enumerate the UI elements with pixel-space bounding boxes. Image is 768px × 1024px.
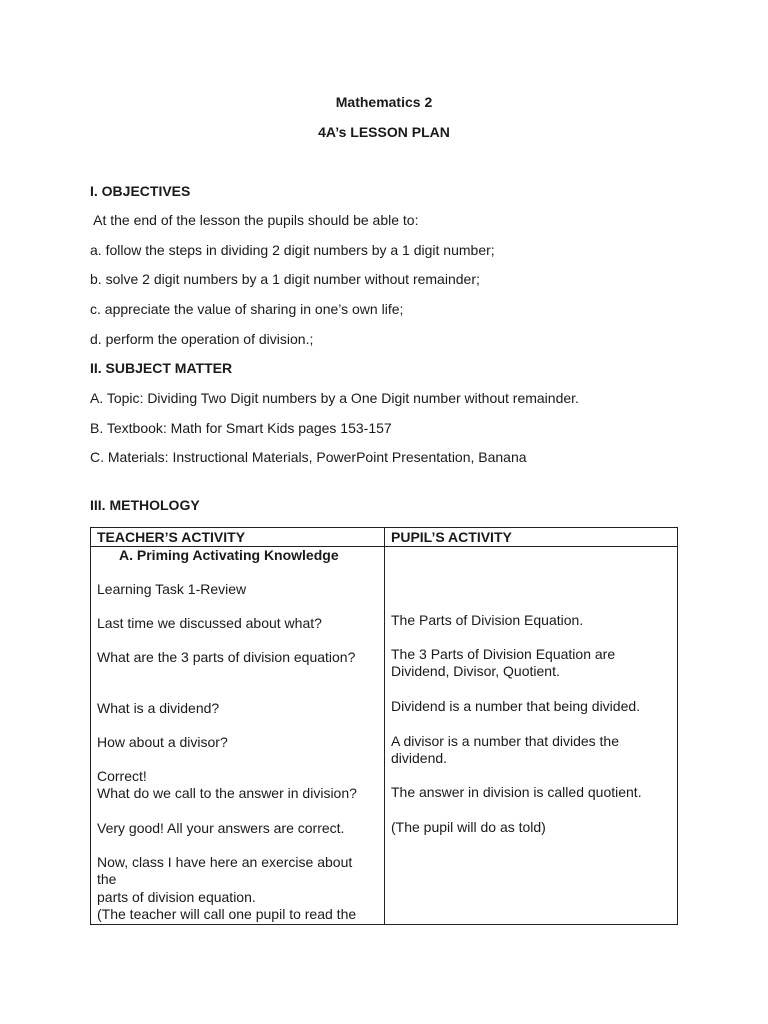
methodology-heading: III. METHOLOGY	[90, 497, 200, 513]
pupil-line: The 3 Parts of Division Equation are Dividend, Divisor, Quotient.	[391, 646, 616, 679]
subject-matter-materials: C. Materials: Instructional Materials, PowerPoint Presentation, Banana	[90, 449, 527, 465]
column-divider	[384, 528, 385, 924]
teacher-line: Very good! All your answers are correct.	[97, 820, 345, 836]
teacher-line: Now, class I have here an exercise about the	[97, 854, 353, 887]
teacher-line: What is a dividend?	[97, 700, 220, 716]
subject-matter-textbook: B. Textbook: Math for Smart Kids pages 153-157	[90, 420, 392, 436]
subject-matter-heading: II. SUBJECT MATTER	[90, 360, 233, 376]
teacher-line: What are the 3 parts of division equation?	[97, 649, 356, 665]
teacher-line: How about a divisor?	[97, 734, 228, 750]
objective-item-a: a. follow the steps in dividing 2 digit numbers by a 1 digit number;	[90, 242, 495, 258]
pupil-line: The answer in division is called quotient.	[391, 784, 642, 800]
objectives-intro: At the end of the lesson the pupils should be able to:	[90, 212, 419, 228]
objectives-heading: I. OBJECTIVES	[90, 183, 191, 199]
pupil-line: The Parts of Division Equation.	[391, 612, 584, 628]
objective-item-d: d. perform the operation of division.;	[90, 331, 314, 347]
document-title: 4A’s LESSON PLAN	[318, 124, 450, 140]
pupil-line: A divisor is a number that divides the dividend.	[391, 733, 620, 766]
pupil-activity-header: PUPIL’S ACTIVITY	[391, 529, 512, 545]
subject-matter-topic: A. Topic: Dividing Two Digit numbers by a One Digit number without remainder.	[90, 390, 579, 406]
objective-item-b: b. solve 2 digit numbers by a 1 digit number without remainder;	[90, 271, 480, 287]
teacher-line: parts of division equation.	[97, 889, 256, 905]
teacher-line: Last time we discussed about what?	[97, 615, 322, 631]
teacher-line: Correct!	[97, 768, 147, 784]
section-a-title: A. Priming Activating Knowledge	[119, 547, 339, 563]
objective-item-c: c. appreciate the value of sharing in one’s own life;	[90, 301, 404, 317]
pupil-line: Dividend is a number that being divided.	[391, 698, 641, 714]
teacher-line: What do we call to the answer in division?	[97, 785, 357, 801]
activity-table	[90, 527, 678, 925]
teacher-activity-header: TEACHER’S ACTIVITY	[97, 529, 246, 545]
document-subject: Mathematics 2	[335, 94, 433, 110]
teacher-line: Learning Task 1-Review	[97, 581, 247, 597]
pupil-line: (The pupil will do as told)	[391, 819, 546, 835]
teacher-line: (The teacher will call one pupil to read the	[97, 906, 357, 922]
